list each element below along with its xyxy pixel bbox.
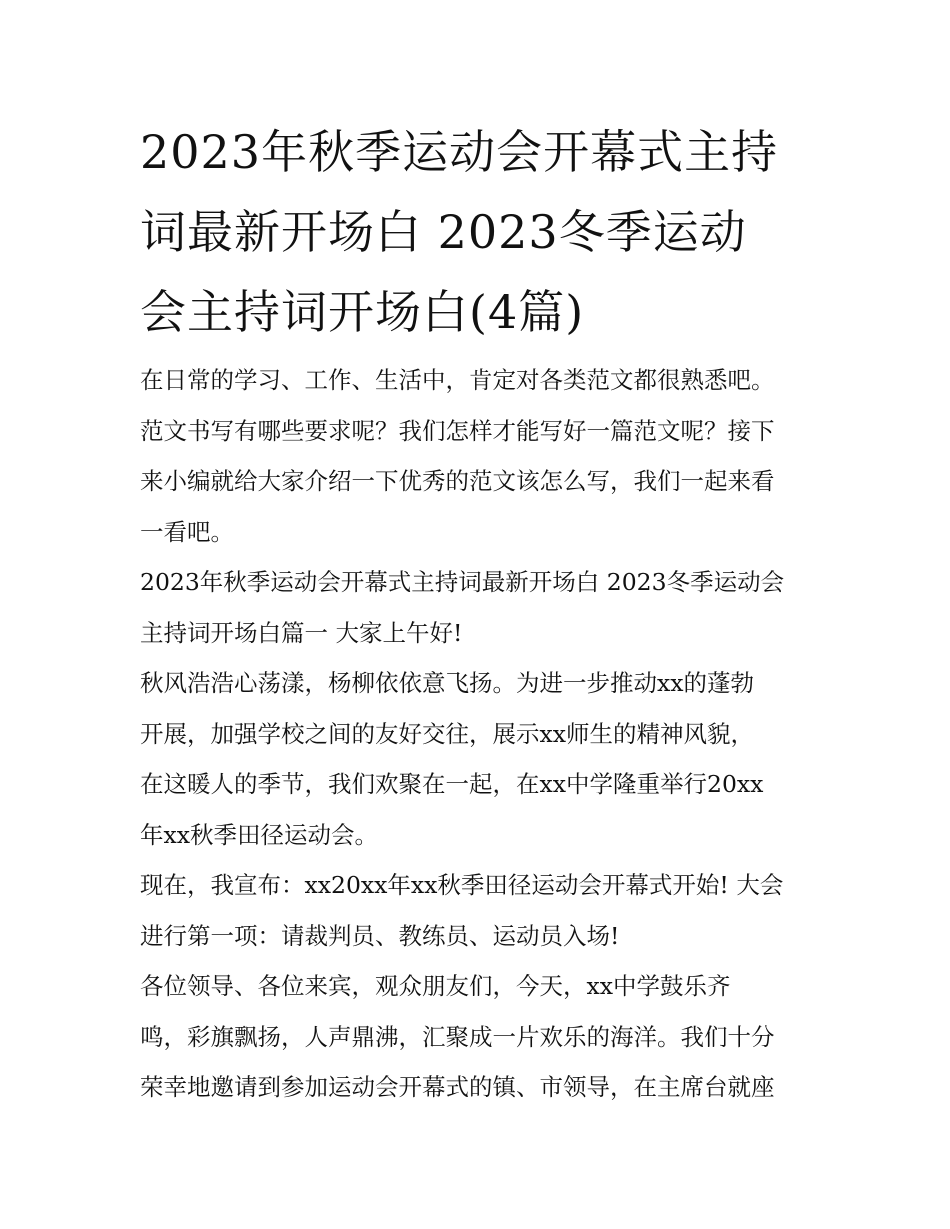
body-line: 各位领导、各位来宾，观众朋友们，今天，xx中学鼓乐齐 <box>140 972 731 1000</box>
title-line: 2023年秋季运动会开幕式主持 <box>140 125 779 179</box>
body-line: 进行第一项：请裁判员、教练员、运动员入场! <box>140 921 620 950</box>
body-line: 开展，加强学校之间的友好交往，展示xx师生的精神风貌， <box>140 719 755 748</box>
document-body <box>140 355 830 1113</box>
body-line: 秋风浩浩心荡漾，杨柳依依意飞扬。为进一步推动xx的蓬勃 <box>140 669 755 697</box>
body-line: 在这暖人的季节，我们欢聚在一起，在xx中学隆重举行20xx <box>140 770 764 798</box>
body-line: 在日常的学习、工作、生活中，肯定对各类范文都很熟悉吧。 <box>140 366 775 394</box>
body-line: 来小编就给大家介绍一下优秀的范文该怎么写，我们一起来看 <box>140 467 775 495</box>
title-line: 会主持词开场白(4篇) <box>140 285 585 339</box>
body-line: 主持词开场白篇一 大家上午好! <box>140 618 463 647</box>
body-line: 年xx秋季田径运动会。 <box>140 820 379 849</box>
body-line: 鸣，彩旗飘扬，人声鼎沸，汇聚成一片欢乐的海洋。我们十分 <box>140 1022 775 1051</box>
title-line: 词最新开场白 2023冬季运动 <box>140 205 747 259</box>
body-line: 2023年秋季运动会开幕式主持词最新开场白 2023冬季运动会 <box>140 568 785 596</box>
body-line: 现在，我宣布：xx20xx年xx秋季田径运动会开幕式开始! 大会 <box>140 871 784 899</box>
body-line: 一看吧。 <box>140 517 234 546</box>
document-title <box>140 112 820 352</box>
body-line: 荣幸地邀请到参加运动会开幕式的镇、市领导，在主席台就座 <box>140 1073 775 1101</box>
body-line: 范文书写有哪些要求呢？我们怎样才能写好一篇范文呢？接下 <box>140 416 775 445</box>
